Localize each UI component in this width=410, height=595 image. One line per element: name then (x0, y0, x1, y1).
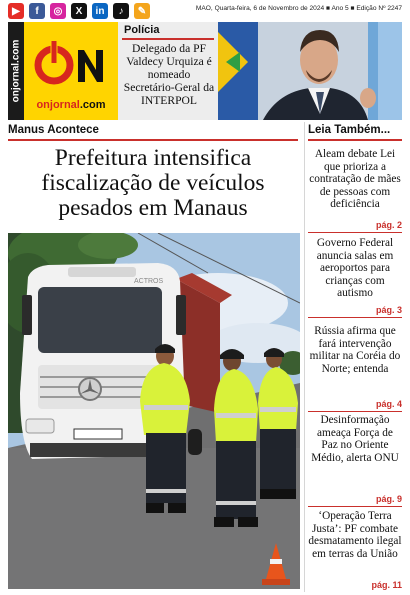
aside-story-page: pág. 9 (375, 494, 402, 504)
aside-story-headline[interactable]: ‘Operação Terra Justa’: PF combate desmatamento ilegal em terras da União (308, 510, 402, 560)
vertical-domain-strip (8, 22, 24, 120)
facebook-icon[interactable]: f (29, 3, 45, 19)
aside-story[interactable] (308, 414, 402, 508)
social-links (8, 3, 150, 19)
teaser-headline[interactable]: Delegado da PF Valdecy Urquiza é nomeado Secretário-Geral da INTERPOL (123, 42, 215, 107)
main-headline[interactable]: Prefeitura intensifica fiscalização de veículos pesados em Manaus (41, 145, 265, 221)
section-label[interactable]: Manus Acontece (8, 124, 99, 136)
story-separator (308, 317, 402, 318)
aside-story-headline[interactable]: Rússia afirma que fará intervenção militar na Coréia do Norte; entenda (309, 325, 401, 375)
aside-story[interactable] (308, 325, 402, 413)
aside-story-page: pág. 2 (375, 220, 402, 230)
aside-story-page: pág. 3 (375, 305, 402, 315)
logo-tld: .com (79, 99, 106, 111)
logo-brand: onjornal (36, 99, 80, 111)
main-photo[interactable] (8, 233, 300, 589)
logo-wordmark (24, 99, 118, 111)
delegate-portrait (218, 22, 402, 120)
teaser-photo[interactable] (218, 22, 402, 120)
aside-story-headline[interactable]: Aleam debate Lei que prioriza a contratação de mães de pessoas com deficiência (309, 148, 401, 211)
aside-story-headline[interactable]: Desinformação ameaça Força de Paz no Oriente Médio, alerta ONU (311, 414, 399, 464)
aside-story[interactable] (308, 237, 402, 318)
aside-story[interactable] (308, 148, 402, 234)
truck-badge: ACTROS (134, 278, 164, 285)
x-icon[interactable]: X (71, 3, 87, 19)
on-logo-mark (34, 32, 110, 94)
tiktok-icon[interactable]: ♪ (113, 3, 129, 19)
story-separator (308, 411, 402, 412)
instagram-icon[interactable]: ◎ (50, 3, 66, 19)
teaser-category: Polícia (124, 24, 160, 36)
vertical-domain-text: onjornal.com (10, 39, 22, 103)
aside-story-headline[interactable]: Governo Federal anuncia salas em aeroportos para crianças com autismo (316, 237, 394, 300)
aside-underline (308, 139, 402, 141)
masthead (8, 22, 402, 120)
top-teaser[interactable] (118, 22, 218, 120)
story-separator (308, 506, 402, 507)
inspection-scene (8, 233, 300, 589)
top-bar (0, 0, 410, 22)
youtube-icon[interactable]: ▶ (8, 3, 24, 19)
blog-icon[interactable]: ✎ (134, 3, 150, 19)
section-underline (8, 139, 298, 141)
linkedin-icon[interactable]: in (92, 3, 108, 19)
aside-title: Leia Também... (308, 124, 391, 136)
aside-story-page: pág. 11 (371, 580, 402, 590)
column-divider (304, 122, 305, 592)
aside-story-page: pág. 4 (375, 399, 402, 409)
story-separator (308, 232, 402, 233)
edition-line: MAO, Quarta-feira, 6 de Novembro de 2024 ■ Ano 5 ■ Edição Nº 2247 (195, 5, 402, 12)
aside-story[interactable] (308, 510, 402, 592)
site-logo[interactable] (24, 22, 118, 120)
teaser-underline (122, 38, 214, 40)
